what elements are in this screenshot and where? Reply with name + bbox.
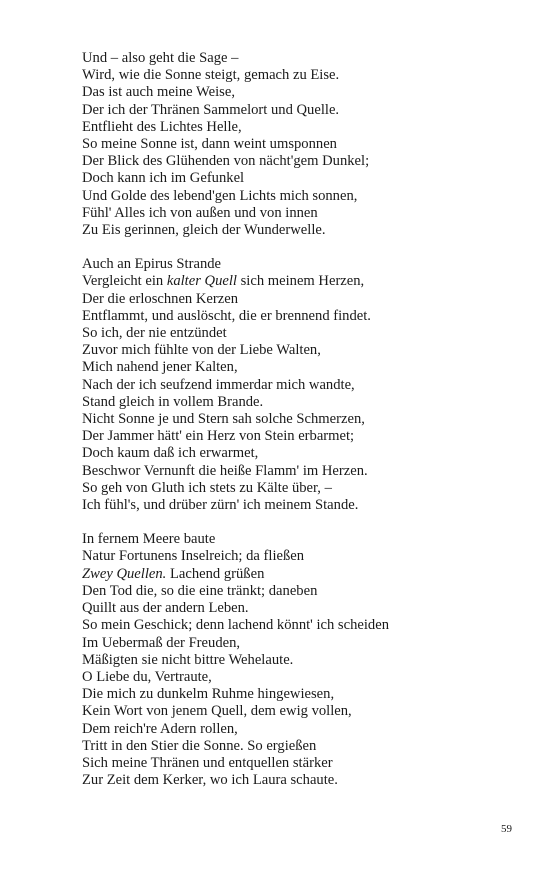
poem-line: Die mich zu dunkelm Ruhme hingewiesen, (82, 686, 335, 703)
emphasis-text: kalter Quell (166, 273, 237, 290)
page-number: 59 (501, 823, 512, 835)
poem-line: In fernem Meere baute (82, 531, 216, 548)
line-text: Vergleicht ein (82, 273, 167, 290)
stanza-3 (82, 531, 522, 789)
poem-line: Mäßigten sie nicht bittre Wehelaute. (82, 651, 294, 668)
poem-line-with-emphasis (82, 273, 522, 290)
poem-line: Natur Fortunens Inselreich; da fließen (82, 548, 305, 565)
poem-line: Doch kann ich im Gefunkel (82, 170, 245, 187)
poem-line: So ich, der nie entzündet (82, 325, 227, 342)
poem-line: Und Golde des lebend'gen Lichts mich sonnen, (82, 187, 358, 204)
emphasis-text: Zwey Quellen. (82, 565, 167, 582)
poem-line: Das ist auch meine Weise, (82, 84, 235, 101)
poem-line: Tritt in den Stier die Sonne. So ergießen (82, 737, 317, 754)
poem-line: Quillt aus der andern Leben. (82, 600, 249, 617)
line-text: sich meinem Herzen, (236, 273, 365, 290)
poem-line: Der Blick des Glühenden von nächt'gem Dunkel; (82, 153, 370, 170)
poem-line: Dem reich're Adern rollen, (82, 720, 238, 737)
poem-line: Sich meine Thränen und entquellen stärker (82, 754, 333, 771)
poem-line: Ich fühl's, und drüber zürn' ich meinem Stande. (82, 497, 359, 514)
poem-line: Stand gleich in vollem Brande. (82, 393, 264, 410)
poem-line: Auch an Epirus Strande (82, 256, 222, 273)
poem-line: Doch kaum daß ich erwarmet, (82, 445, 259, 462)
poem-line: Entflieht des Lichtes Helle, (82, 118, 242, 135)
poem-line: Entflammt, und auslöscht, die er brennend findet. (82, 307, 371, 324)
poem-line: Zuvor mich fühlte von der Liebe Walten, (82, 342, 321, 359)
poem-line: So geh von Gluth ich stets zu Kälte über, – (82, 479, 332, 496)
poem-line: Zur Zeit dem Kerker, wo ich Laura schaute. (82, 772, 338, 789)
poem-line: Wird, wie die Sonne steigt, gemach zu Eise. (82, 67, 340, 84)
poem-line: So meine Sonne ist, dann weint umsponnen (82, 136, 337, 153)
poem-line: Beschwor Vernunft die heiße Flamm' im Herzen. (82, 462, 368, 479)
poem-line: Fühl' Alles ich von außen und von innen (82, 204, 318, 221)
poem-line: Mich nahend jener Kalten, (82, 359, 238, 376)
poem-line: Der ich der Thränen Sammelort und Quelle. (82, 101, 340, 118)
poem-line: Der Jammer hätt' ein Herz von Stein erbarmet; (82, 428, 355, 445)
poem-line: Nicht Sonne je und Stern sah solche Schmerzen, (82, 411, 365, 428)
poem-line: O Liebe du, Vertraute, (82, 668, 212, 685)
poem-line-with-emphasis (82, 566, 522, 583)
poem-line: Nach der ich seufzend immerdar mich wandte, (82, 376, 355, 393)
poem-line: Kein Wort von jenem Quell, dem ewig vollen, (82, 703, 352, 720)
stanza-2 (82, 256, 522, 514)
stanza-1 (82, 50, 522, 239)
poem-body (82, 50, 522, 806)
poem-line: Der die erloschnen Kerzen (82, 290, 238, 307)
poem-line: So mein Geschick; denn lachend könnt' ich scheiden (82, 617, 389, 634)
line-text: Lachend grüßen (166, 565, 265, 582)
poem-line: Den Tod die, so die eine tränkt; daneben (82, 582, 318, 599)
poem-line: Und – also geht die Sage – (82, 50, 239, 66)
poem-line: Zu Eis gerinnen, gleich der Wunderwelle. (82, 222, 326, 239)
poem-line: Im Uebermaß der Freuden, (82, 634, 241, 651)
